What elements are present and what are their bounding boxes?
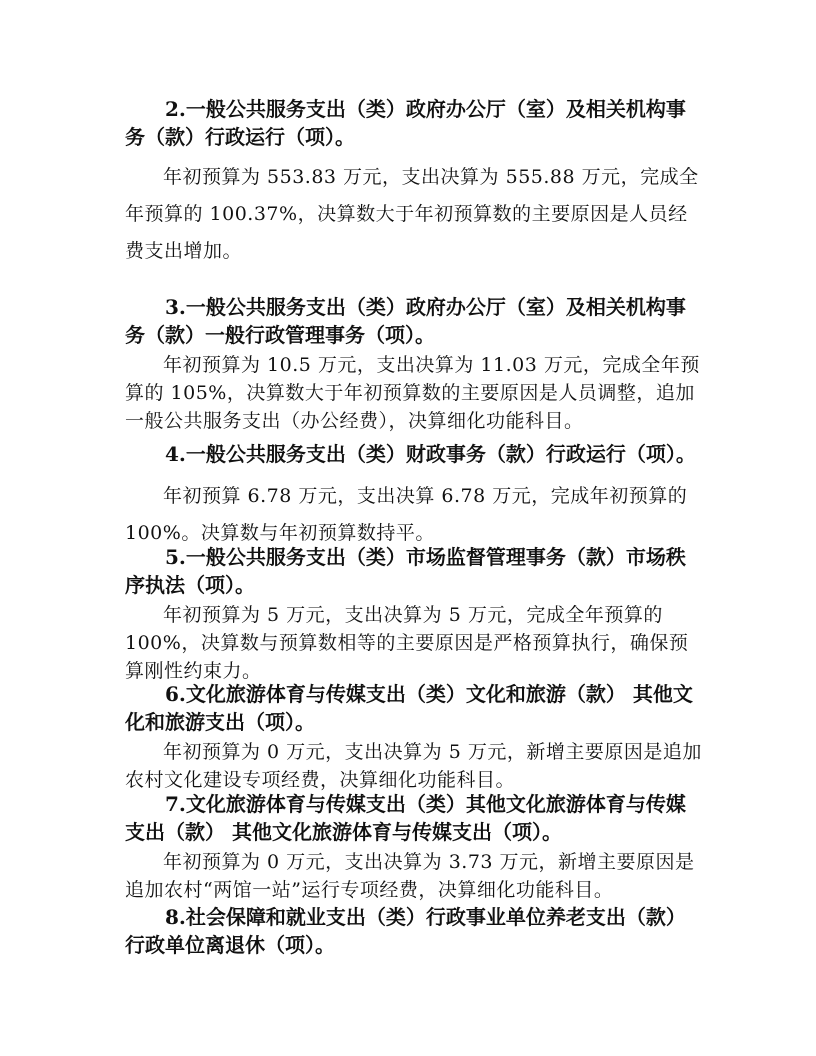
section-heading: 4.一般公共服务支出（类）财政事务（款）行政运行（项）。 [165,442,696,466]
section-body: 年初预算为 5 万元，支出决算为 5 万元，完成全年预算的 100%，决算数与预算数相等的主要原因是严格预算执行，确保预算刚性约束力。 [125,604,689,682]
section-4 [125,440,705,552]
section-heading: 6.文化旅游体育与传媒支出（类）文化和旅游（款） 其他文化和旅游支出（项）。 [125,682,693,734]
section-5 [125,543,705,685]
section-heading: 5.一般公共服务支出（类）市场监督管理事务（款）市场秩序执法（项）。 [125,545,686,597]
section-heading: 8.社会保障和就业支出（类）行政事业单位养老支出（款）行政单位离退休（项）。 [125,905,686,957]
section-body: 年初预算为 553.83 万元，支出决算为 555.88 万元，完成全年预算的 100.37%，决算数大于年初预算数的主要原因是人员经费支出增加。 [125,166,699,262]
section-heading: 3.一般公共服务支出（类）政府办公厅（室）及相关机构事务（款）一般行政管理事务（项）。 [125,295,686,347]
section-body: 年初预算为 0 万元，支出决算为 3.73 万元，新增主要原因是追加农村“两馆一站”运行专项经费，决算细化功能科目。 [125,851,695,901]
section-3 [125,293,705,435]
section-heading: 7.文化旅游体育与传媒支出（类）其他文化旅游体育与传媒支出（款） 其他文化旅游体育与传媒支出（项）。 [125,792,686,844]
section-2 [125,95,705,270]
section-8 [125,903,705,959]
section-body: 年初预算为 0 万元，支出决算为 5 万元，新增主要原因是追加农村文化建设专项经费，决算细化功能科目。 [125,741,702,791]
section-6 [125,680,705,794]
section-body: 年初预算为 10.5 万元，支出决算为 11.03 万元，完成全年预算的 105%，决算数大于年初预算数的主要原因是人员调整，追加一般公共服务支出（办公经费），决算细化功能科目。 [125,354,700,432]
section-heading: 2.一般公共服务支出（类）政府办公厅（室）及相关机构事务（款）行政运行（项）。 [125,97,686,149]
section-7 [125,790,705,904]
section-body: 年初预算 6.78 万元，支出决算 6.78 万元，完成年初预算的 100%。决算数与年初预算数持平。 [125,485,688,544]
